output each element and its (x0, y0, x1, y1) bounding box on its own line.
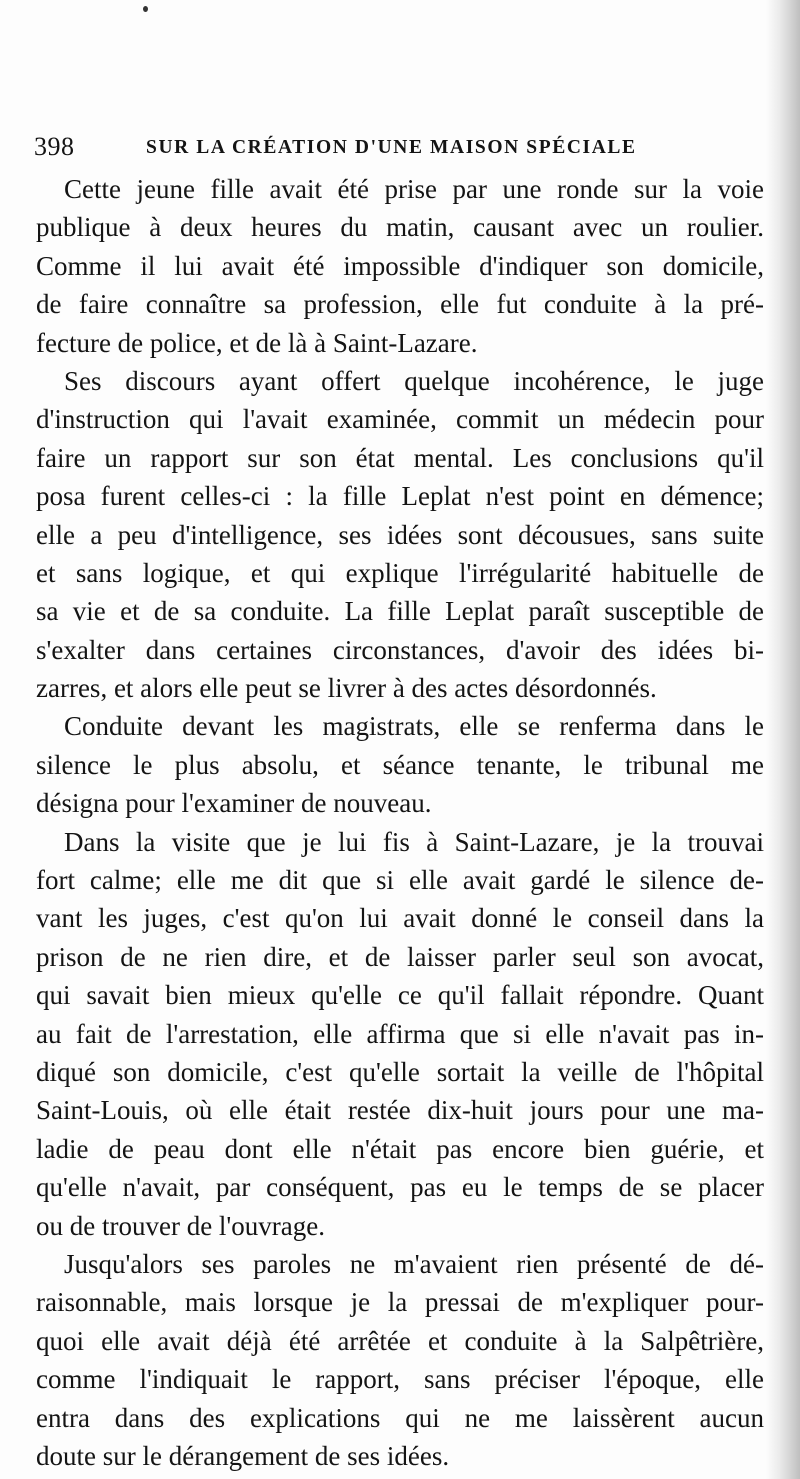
text-line: qu'elle n'avait, par conséquent, pas eu le temps de se placer (36, 1172, 764, 1203)
text-line: d'instruction qui l'avait examinée, commit un médecin pour (36, 404, 764, 435)
ink-speck (143, 6, 148, 12)
text-line: qui savait bien mieux qu'elle ce qu'il fallait répondre. Quant (36, 980, 764, 1011)
text-line: Dans la visite que je lui fis à Saint-Lazare, je la trouvai (64, 826, 764, 857)
page-number: 398 (34, 132, 75, 161)
text-line: désigna pour l'examiner de nouveau. (36, 788, 432, 819)
text-line: Cette jeune fille avait été prise par une ronde sur la voie (64, 174, 764, 204)
text-line: s'exalter dans certaines circonstances, d'avoir des idées bi- (36, 634, 764, 665)
running-title: SUR LA CRÉATION D'UNE MAISON SPÉCIALE (146, 137, 637, 158)
text-line: prison de ne rien dire, et de laisser parler seul son avocat, (36, 941, 764, 972)
text-line: fort calme; elle me dit que si elle avait gardé le silence de- (36, 865, 764, 896)
text-line: Jusqu'alors ses paroles ne m'avaient rien présenté de dé- (64, 1248, 764, 1279)
text-line: publique à deux heures du matin, causant avec un roulier. (36, 212, 764, 243)
text-line: ladie de peau dont elle n'était pas encore bien guérie, et (36, 1133, 764, 1164)
text-line: faire un rapport sur son état mental. Les conclusions qu'il (36, 442, 764, 473)
text-line: au fait de l'arrestation, elle affirma que si elle n'avait pas in- (36, 1018, 764, 1049)
text-line: posa furent celles-ci : la fille Leplat n'est point en démence; (36, 481, 764, 512)
text-line: silence le plus absolu, et séance tenante, le tribunal me (36, 749, 764, 780)
text-line: comme l'indiquait le rapport, sans préciser l'époque, elle (36, 1364, 764, 1395)
body-text (36, 170, 764, 1475)
text-line: zarres, et alors elle peut se livrer à des actes désordonnés. (36, 673, 657, 704)
text-line: ou de trouver de l'ouvrage. (36, 1210, 326, 1241)
text-line: sa vie et de sa conduite. La fille Leplat paraît susceptible de (36, 596, 764, 627)
text-line: Conduite devant les magistrats, elle se renferma dans le (64, 711, 764, 742)
page-edge-shadow (766, 0, 800, 1479)
text-line: entra dans des explications qui ne me laissèrent aucun (36, 1402, 764, 1433)
text-line: diqué son domicile, c'est qu'elle sortait la veille de l'hôpital (36, 1056, 764, 1087)
text-line: vant les juges, c'est qu'on lui avait donné le conseil dans la (36, 903, 764, 934)
text-line: Ses discours ayant offert quelque incohérence, le juge (64, 365, 764, 396)
text-line: raisonnable, mais lorsque je la pressai de m'expliquer pour- (36, 1287, 764, 1318)
text-line: fecture de police, et de là à Saint-Lazare. (36, 327, 478, 358)
running-head (34, 128, 764, 164)
text-line: et sans logique, et qui explique l'irrégularité habituelle de (36, 557, 764, 588)
text-line: Comme il lui avait été impossible d'indiquer son domicile, (36, 250, 764, 281)
text-line: elle a peu d'intelligence, ses idées sont décousues, sans suite (36, 519, 764, 550)
text-line: doute sur le dérangement de ses idées. (36, 1440, 450, 1471)
text-line: de faire connaître sa profession, elle fut conduite à la pré- (36, 289, 764, 320)
text-line: quoi elle avait déjà été arrêtée et conduite à la Salpêtrière, (36, 1325, 764, 1356)
text-line: Saint-Louis, où elle était restée dix-huit jours pour une ma- (36, 1095, 764, 1126)
